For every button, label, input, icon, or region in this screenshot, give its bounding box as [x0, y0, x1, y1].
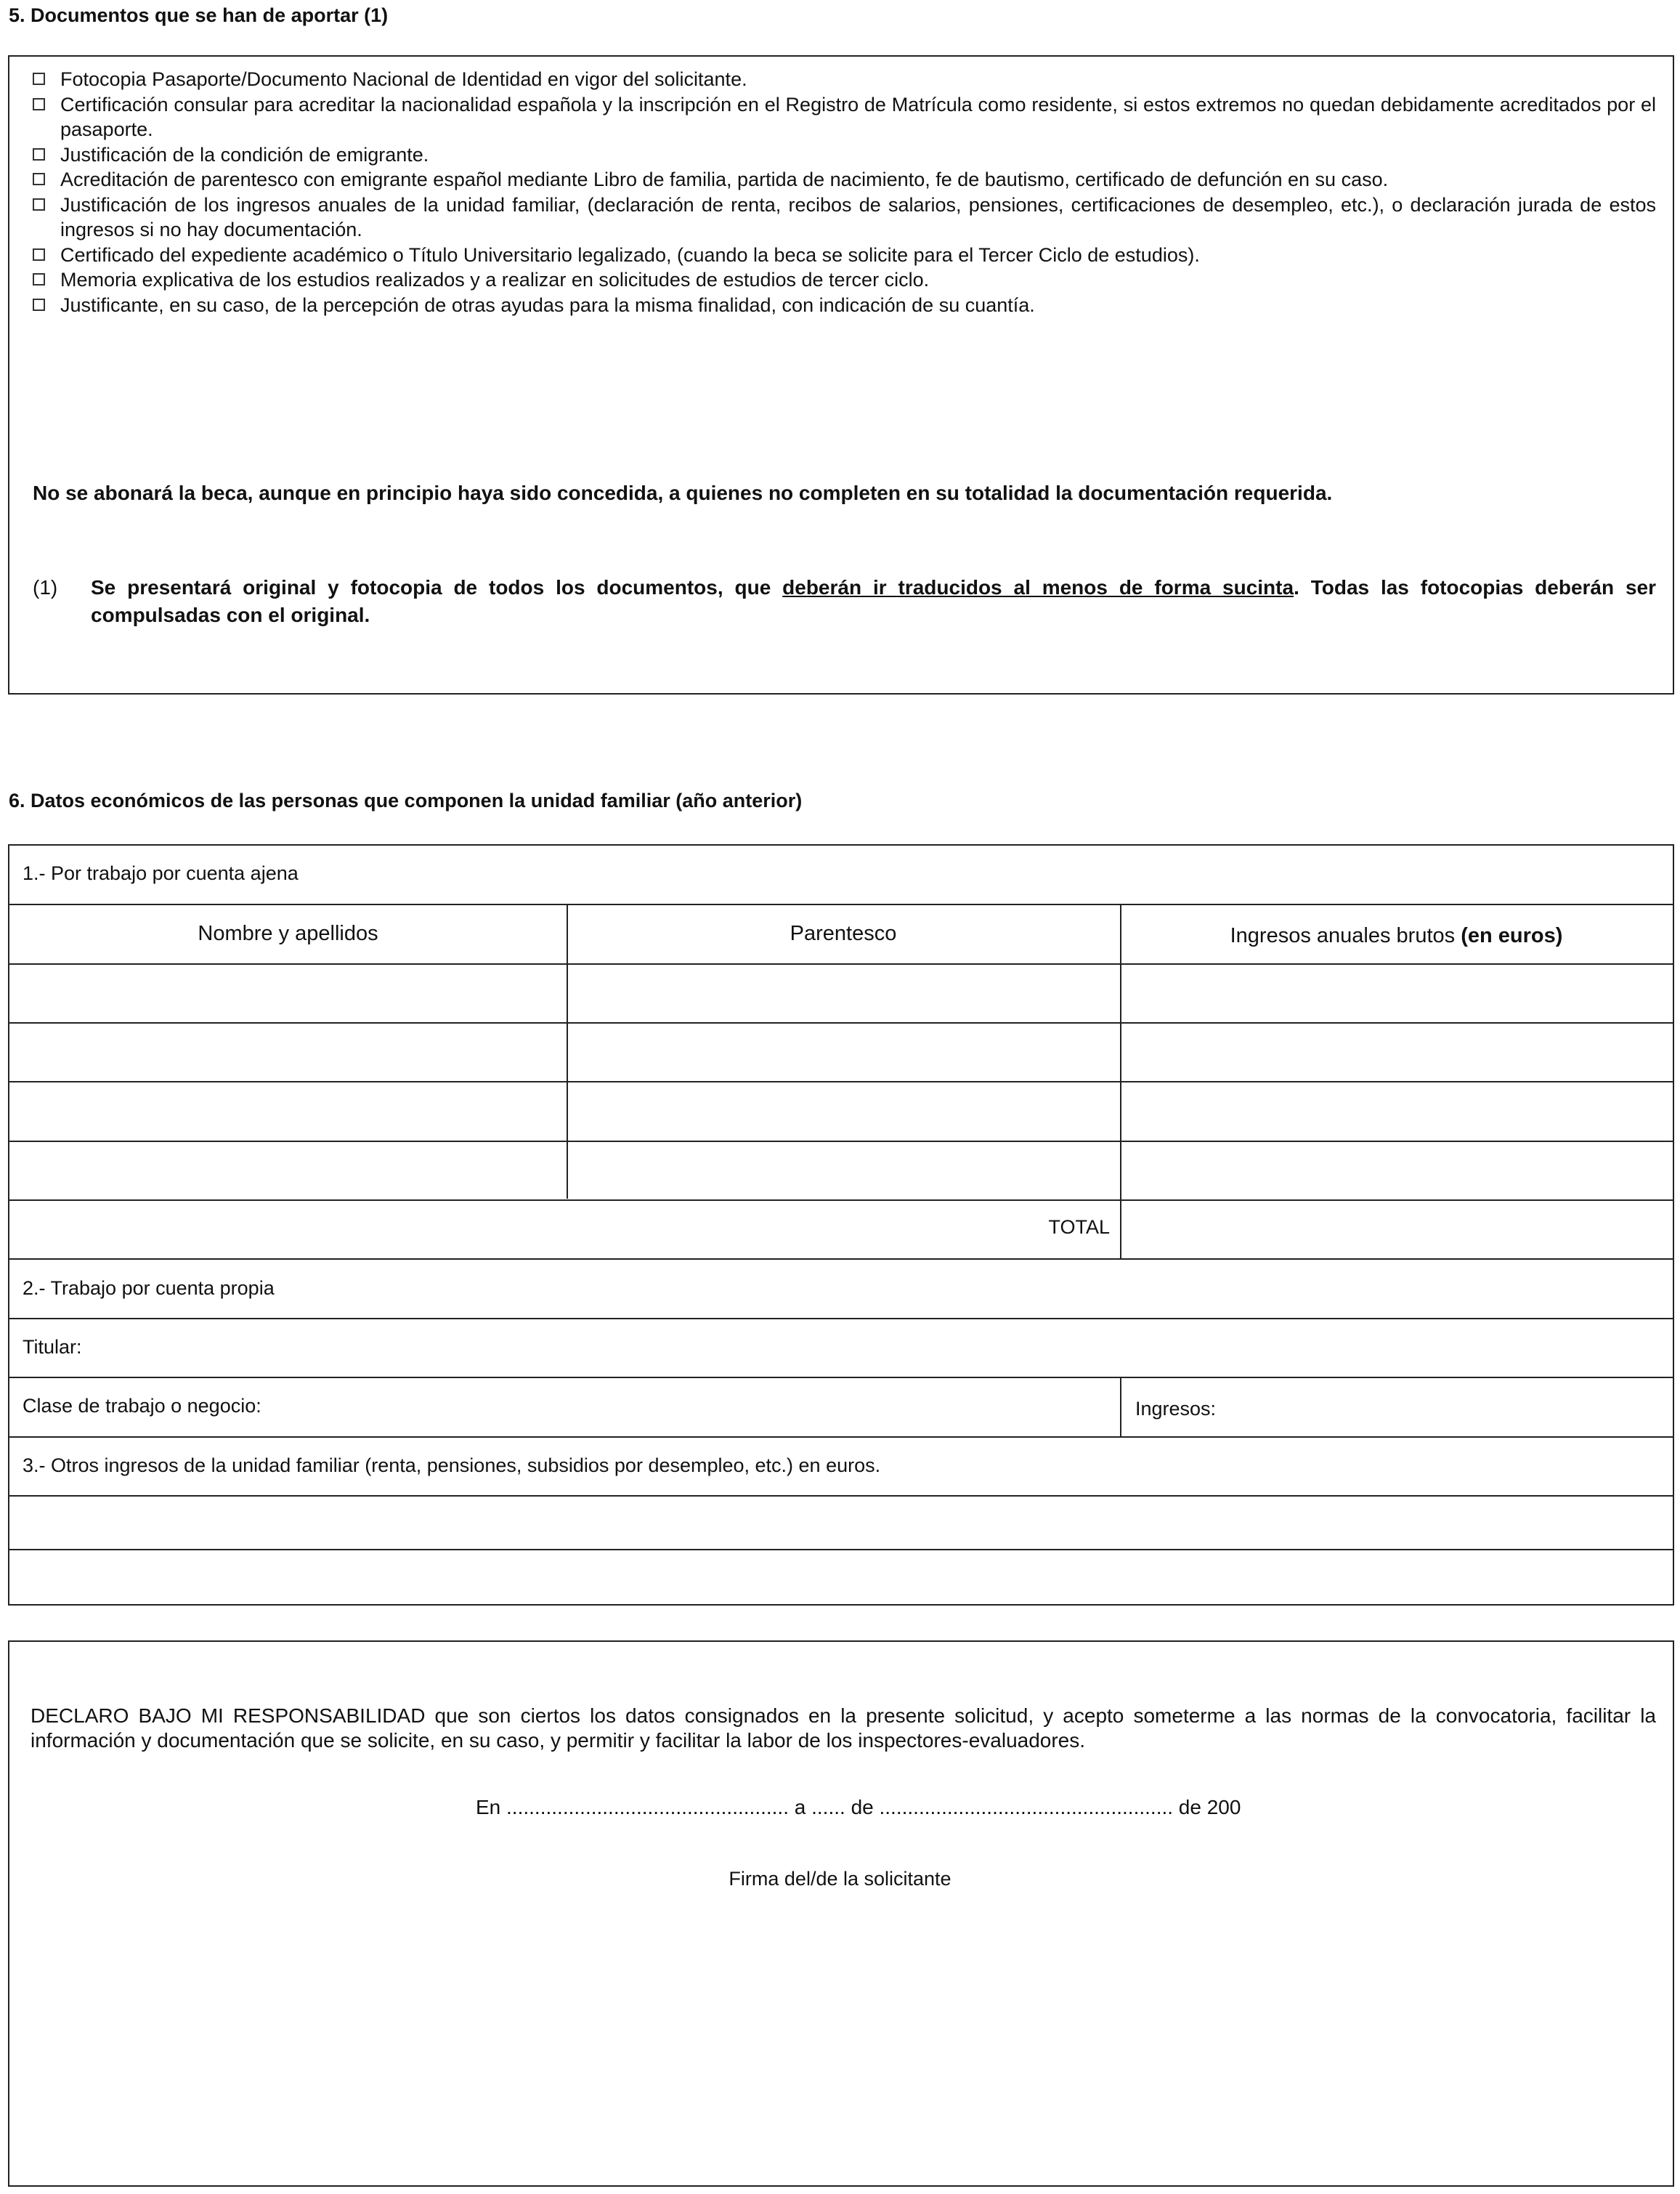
other-income-label: 3.- Otros ingresos de la unidad familiar (renta, pensiones, subsidios por desempleo, etc.) en euros. [23, 1454, 881, 1476]
document-item-text: Memoria explicativa de los estudios realizados y a realizar en solicitudes de estudios de tercer ciclo. [60, 269, 930, 291]
economic-data-table [8, 844, 1674, 1606]
document-item [33, 67, 1656, 92]
document-item [33, 92, 1656, 142]
signature-label: Firma del/de la solicitante [729, 1868, 951, 1890]
row-divider [9, 1141, 1673, 1142]
total-label: TOTAL [1048, 1216, 1110, 1238]
checkbox[interactable] [33, 248, 45, 261]
row-divider [9, 1081, 1673, 1082]
document-item [33, 243, 1656, 268]
document-item [33, 193, 1656, 243]
footnote [33, 574, 1656, 629]
column-divider [1120, 1377, 1121, 1436]
header-relationship: Parentesco [790, 922, 897, 945]
row-divider [9, 1495, 1673, 1497]
section6-title: 6. Datos económicos de las personas que componen la unidad familiar (año anterior) [9, 790, 803, 811]
document-item-text: Certificación consular para acreditar la nacionalidad española y la inscripción en el Registro de Matrícula como residente, si estos extremos no quedan debidamente acreditados por el pasaporte. [60, 93, 1656, 140]
header-annual-income [1120, 924, 1673, 948]
footnote-part2: . Todas las fotocopias deberán ser compulsadas con el original. [91, 576, 1657, 626]
checkbox[interactable] [33, 73, 45, 85]
row-divider [9, 904, 1673, 905]
place-date-line: En .................................................. a ...... de .................................................... de 200 [476, 1796, 1241, 1818]
section5-title: 5. Documentos que se han de aportar (1) [9, 4, 389, 26]
checkbox[interactable] [33, 148, 45, 161]
row-divider [9, 1022, 1673, 1024]
documentation-warning: No se abonará la beca, aunque en principio haya sido concedida, a quienes no completen en su totalidad la documentación requerida. [33, 482, 1333, 504]
documents-list [33, 67, 1656, 317]
header-annual-income-unit: (en euros) [1461, 924, 1563, 947]
row-divider [9, 963, 1673, 965]
document-item [33, 167, 1656, 193]
row-divider [9, 1199, 1673, 1201]
header-name: Nombre y apellidos [198, 922, 378, 945]
checkbox[interactable] [33, 299, 45, 311]
document-item-text: Justificación de los ingresos anuales de la unidad familiar, (declaración de renta, recibos de salarios, pensiones, certificaciones de desempleo, etc.), o declaración jurada de estos ingresos si no hay documentación. [60, 193, 1656, 240]
document-item [33, 142, 1656, 168]
footnote-underlined: deberán ir traducidos al menos de forma sucinta [782, 576, 1294, 599]
business-type-label: Clase de trabajo o negocio: [23, 1395, 261, 1417]
footnote-part1: Se presentará original y fotocopia de todos los documentos, que [91, 576, 783, 599]
checkbox[interactable] [33, 273, 45, 286]
row-divider [9, 1549, 1673, 1550]
header-annual-income-text: Ingresos anuales brutos [1230, 924, 1461, 947]
document-item [33, 293, 1656, 318]
document-item-text: Justificación de la condición de emigrante. [60, 143, 429, 166]
document-item-text: Fotocopia Pasaporte/Documento Nacional de Identidad en vigor del solicitante. [60, 68, 747, 90]
footnote-text [91, 574, 1656, 629]
document-item [33, 267, 1656, 293]
row-divider [9, 1258, 1673, 1260]
document-item-text: Acreditación de parentesco con emigrante español mediante Libro de familia, partida de nacimiento, fe de bautismo, certificado de defunción en su caso. [60, 169, 1389, 190]
checkbox[interactable] [33, 98, 45, 110]
row-divider [9, 1436, 1673, 1438]
self-employed-label: 2.- Trabajo por cuenta propia [23, 1277, 275, 1299]
checkbox[interactable] [33, 173, 45, 185]
income-label: Ingresos: [1135, 1398, 1217, 1420]
footnote-number: (1) [33, 576, 58, 599]
document-item-text: Certificado del expediente académico o Título Universitario legalizado, (cuando la beca se solicite para el Tercer Ciclo de estudios). [60, 243, 1200, 266]
holder-label: Titular: [23, 1336, 82, 1358]
employed-work-label: 1.- Por trabajo por cuenta ajena [23, 862, 299, 884]
document-item-text: Justificante, en su caso, de la percepción de otras ayudas para la misma finalidad, con indicación de su cuantía. [60, 294, 1035, 316]
column-divider [1120, 904, 1121, 1258]
row-divider [9, 1318, 1673, 1319]
column-divider [567, 904, 568, 1199]
row-divider [9, 1377, 1673, 1378]
checkbox[interactable] [33, 198, 45, 211]
declaration-text: DECLARO BAJO MI RESPONSABILIDAD que son ciertos los datos consignados en la presente solicitud, y acepto someterme a las normas de la convocatoria, facilitar la información y documentación que se solicite, en su caso, y permitir y facilitar la labor de los inspectores-evaluadores. [31, 1704, 1656, 1752]
